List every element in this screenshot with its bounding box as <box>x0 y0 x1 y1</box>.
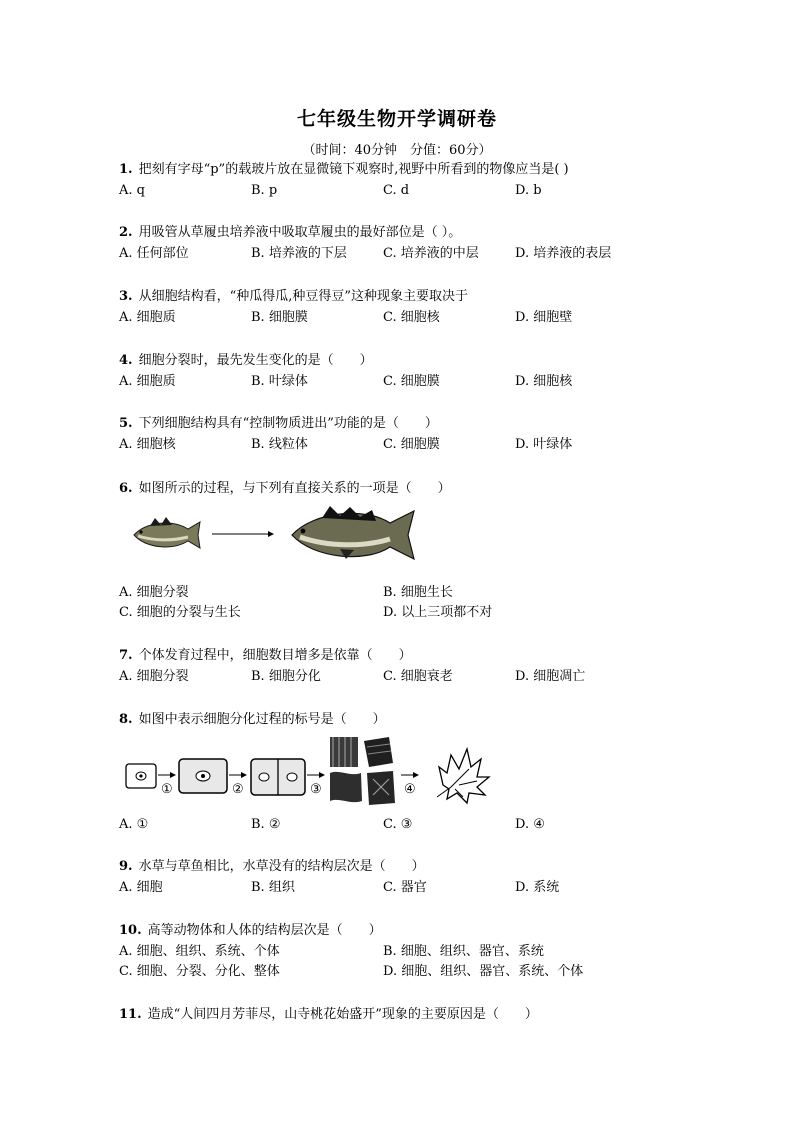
question-number: 10. <box>119 923 142 938</box>
question-text: 用吸管从草履虫培养液中吸取草履虫的最好部位是（ ）。 <box>138 225 462 240</box>
step-label-4: ④ <box>404 782 416 797</box>
option-d[interactable]: D. 细胞凋亡 <box>515 669 586 684</box>
option-d[interactable]: D. 系统 <box>515 880 560 895</box>
question-2 <box>119 225 461 241</box>
arrow-icon <box>401 772 419 778</box>
fish-growth-figure <box>128 505 428 565</box>
option-a[interactable]: A. 细胞质 <box>119 310 176 325</box>
question-number: 2. <box>119 225 133 240</box>
question-number: 1. <box>119 162 133 177</box>
option-d[interactable]: D. 细胞、组织、器官、系统、个体 <box>383 964 584 979</box>
question-11 <box>119 1007 538 1023</box>
question-text: 从细胞结构看，“种瓜得瓜,种豆得豆”这种现象主要取决于 <box>138 289 469 304</box>
option-a[interactable]: A. 细胞核 <box>119 437 176 452</box>
option-c[interactable]: C. 细胞衰老 <box>383 669 453 684</box>
single-cell-image <box>126 764 156 788</box>
question-8 <box>119 712 386 728</box>
option-a[interactable]: A. 细胞分裂 <box>119 669 189 684</box>
option-b[interactable]: B. 细胞生长 <box>383 585 453 600</box>
exam-title: 七年级生物开学调研卷 <box>296 108 497 130</box>
enlarged-cell-image <box>179 759 227 793</box>
option-a[interactable]: A. 细胞 <box>119 880 163 895</box>
step-label-2: ② <box>232 782 244 797</box>
question-number: 9. <box>119 859 133 874</box>
option-d[interactable]: D. 细胞核 <box>515 374 573 389</box>
option-a[interactable]: A. 任何部位 <box>119 246 189 261</box>
question-text: 下列细胞结构具有“控制物质进出”功能的是（ ） <box>138 416 438 431</box>
option-c[interactable]: C. 细胞、分裂、分化、整体 <box>119 964 280 979</box>
question-10 <box>119 923 382 939</box>
question-6 <box>119 481 451 497</box>
option-c[interactable]: C. 细胞膜 <box>383 437 440 452</box>
question-7 <box>119 648 412 664</box>
question-number: 11. <box>119 1007 142 1022</box>
step-label-3: ③ <box>310 782 322 797</box>
step-label-1: ① <box>161 782 173 797</box>
question-4 <box>119 353 373 369</box>
option-d[interactable]: D. b <box>515 183 542 198</box>
arrow-icon <box>158 772 176 778</box>
option-a[interactable]: A. q <box>119 183 145 198</box>
option-c[interactable]: C. 细胞核 <box>383 310 440 325</box>
option-b[interactable]: B. 组织 <box>251 880 295 895</box>
option-d[interactable]: D. 细胞壁 <box>515 310 573 325</box>
option-d[interactable]: D. 培养液的表层 <box>515 246 612 261</box>
option-b[interactable]: B. 培养液的下层 <box>251 246 347 261</box>
tissues-image <box>330 737 395 805</box>
option-b[interactable]: B. 细胞分化 <box>251 669 321 684</box>
question-text: 造成“人间四月芳菲尽，山寺桃花始盛开”现象的主要原因是（ ） <box>147 1007 538 1022</box>
question-number: 8. <box>119 712 133 727</box>
option-c[interactable]: C. 细胞的分裂与生长 <box>119 605 241 620</box>
question-text: 个体发育过程中，细胞数目增多是依靠（ ） <box>138 648 412 663</box>
option-b[interactable]: B. ② <box>251 817 281 832</box>
question-text: 如图所示的过程，与下列有直接关系的一项是（ ） <box>138 481 451 496</box>
option-d[interactable]: D. 以上三项都不对 <box>383 605 493 620</box>
question-9 <box>119 859 425 875</box>
option-d[interactable]: D. ④ <box>515 817 545 832</box>
arrow-icon <box>307 772 325 778</box>
option-b[interactable]: B. 细胞、组织、器官、系统 <box>383 944 544 959</box>
exam-subtitle: （时间：40分钟 分值：60分） <box>302 143 492 158</box>
question-number: 3. <box>119 289 133 304</box>
option-a[interactable]: A. 细胞、组织、系统、个体 <box>119 944 280 959</box>
small-fish-image <box>134 517 200 548</box>
option-b[interactable]: B. 线粒体 <box>251 437 308 452</box>
option-b[interactable]: B. 叶绿体 <box>251 374 308 389</box>
question-text: 把刻有字母“p”的载玻片放在显微镜下观察时,视野中所看到的物像应当是( ) <box>138 162 569 177</box>
question-number: 5. <box>119 416 133 431</box>
large-fish-image <box>292 506 414 559</box>
option-c[interactable]: C. d <box>383 183 410 198</box>
option-c[interactable]: C. ③ <box>383 817 413 832</box>
option-b[interactable]: B. 细胞膜 <box>251 310 308 325</box>
divided-cells-image <box>251 759 305 795</box>
question-text: 细胞分裂时，最先发生变化的是（ ） <box>138 353 373 368</box>
option-c[interactable]: C. 器官 <box>383 880 427 895</box>
question-number: 6. <box>119 481 133 496</box>
option-c[interactable]: C. 培养液的中层 <box>383 246 479 261</box>
question-text: 水草与草鱼相比，水草没有的结构层次是（ ） <box>138 859 425 874</box>
option-d[interactable]: D. 叶绿体 <box>515 437 573 452</box>
option-a[interactable]: A. 细胞分裂 <box>119 585 189 600</box>
arrow-icon <box>229 772 247 778</box>
question-number: 4. <box>119 353 133 368</box>
question-1 <box>119 162 569 178</box>
option-a[interactable]: A. 细胞质 <box>119 374 176 389</box>
question-text: 如图中表示细胞分化过程的标号是（ ） <box>138 712 386 727</box>
option-a[interactable]: A. ① <box>119 817 149 832</box>
cell-differentiation-figure <box>121 735 501 810</box>
leaf-image <box>437 749 489 803</box>
question-number: 7. <box>119 648 133 663</box>
option-c[interactable]: C. 细胞膜 <box>383 374 440 389</box>
question-5 <box>119 416 438 432</box>
question-3 <box>119 289 468 305</box>
option-b[interactable]: B. p <box>251 183 278 198</box>
arrow-icon <box>212 531 274 537</box>
question-text: 高等动物体和人体的结构层次是（ ） <box>147 923 382 938</box>
